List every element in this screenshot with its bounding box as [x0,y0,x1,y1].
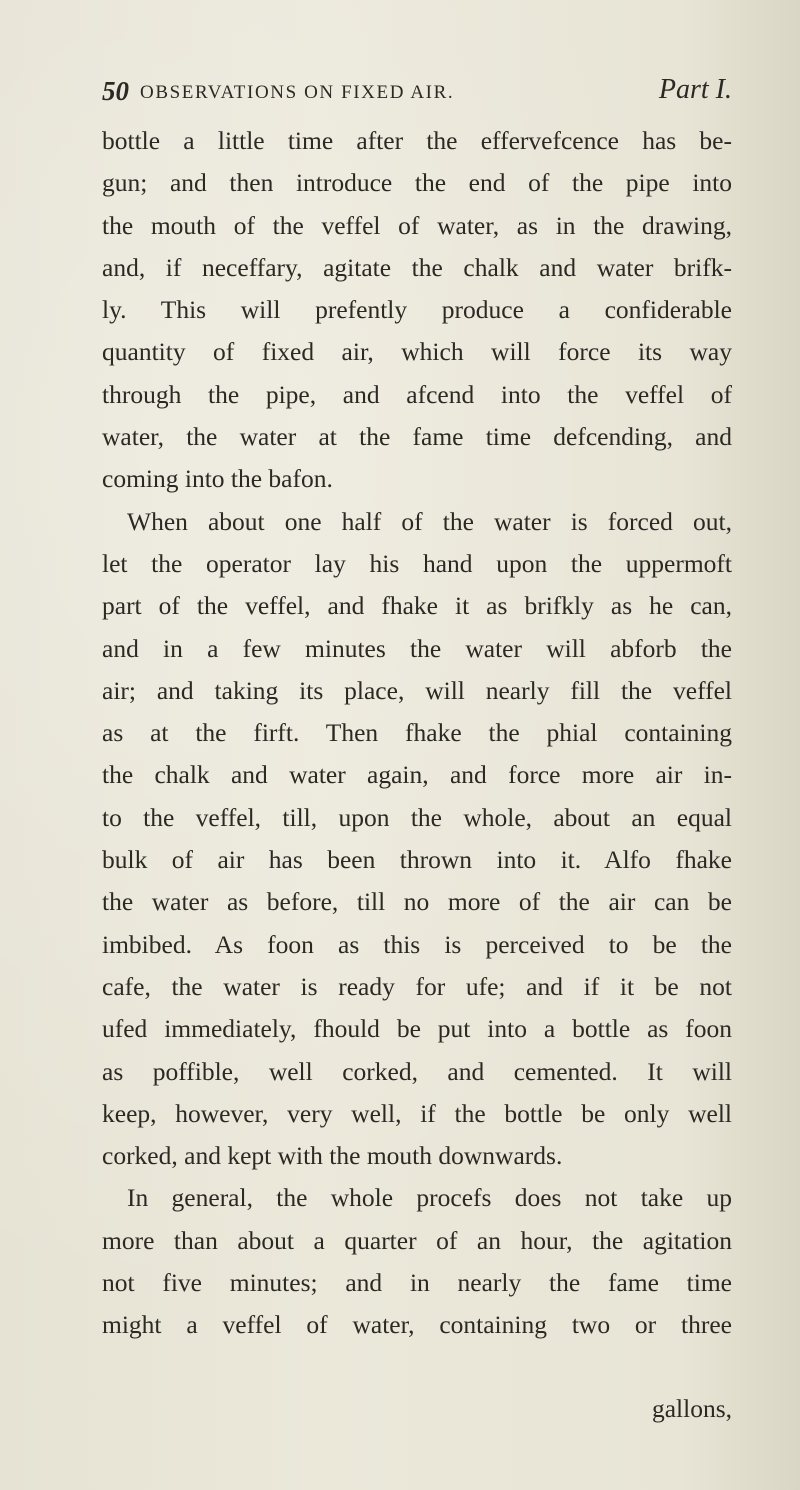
running-head: OBSERVATIONS ON FIXED AIR. [140,82,455,103]
text-line: ly. This will prefently produce a confiderable [102,295,732,325]
text-line: as poffible, well corked, and cemented. It will [102,1056,732,1086]
text-line: let the operator lay his hand upon the uppermoft [102,548,732,578]
text-line: through the pipe, and afcend into the veffel of [102,379,732,409]
page-number: 50 [102,76,129,106]
text-line: the water as before, till no more of the air can be [102,887,732,917]
text-line: keep, however, very well, if the bottle be only well [102,1098,732,1128]
page-header [102,72,732,112]
text-line: the mouth of the veffel of water, as in the drawing, [102,210,732,240]
text-line: and, if neceffary, agitate the chalk and water brifk- [102,252,732,282]
text-line: In general, the whole procefs does not take up [127,1183,732,1213]
text-line: bulk of air has been thrown into it. Alfo fhake [102,845,732,875]
text-line: part of the veffel, and fhake it as brifkly as he can, [102,591,732,621]
text-line: and in a few minutes the water will abforb the [102,633,732,663]
text-line: as at the firft. Then fhake the phial containing [102,718,732,748]
text-line: the chalk and water again, and force more air in- [102,760,732,790]
text-line: When about one half of the water is forced out, [127,506,732,536]
text-line: not five minutes; and in nearly the fame time [102,1268,732,1298]
text-line: gun; and then introduce the end of the pipe into [102,168,732,198]
body-text [102,120,732,1347]
catchword: gallons, [651,1394,732,1423]
text-line: ufed immediately, fhould be put into a bottle as foon [102,1014,732,1044]
text-line: water, the water at the fame time defcending, and [102,422,732,452]
text-line: might a veffel of water, containing two or three [102,1310,732,1340]
text-line: cafe, the water is ready for ufe; and if it be not [102,971,732,1001]
text-line: coming into the bafon. [102,464,333,494]
text-line: bottle a little time after the effervefcence has be- [102,126,732,155]
text-line: air; and taking its place, will nearly fill the veffel [102,675,732,705]
text-line: more than about a quarter of an hour, the agitation [102,1225,732,1255]
text-line: quantity of fixed air, which will force its way [102,337,732,367]
text-line: imbibed. As foon as this is perceived to be the [102,929,732,959]
text-line: to the veffel, till, upon the whole, about an equal [102,802,732,832]
text-line: corked, and kept with the mouth downwards. [102,1141,563,1171]
part-label: Part I. [658,74,732,105]
